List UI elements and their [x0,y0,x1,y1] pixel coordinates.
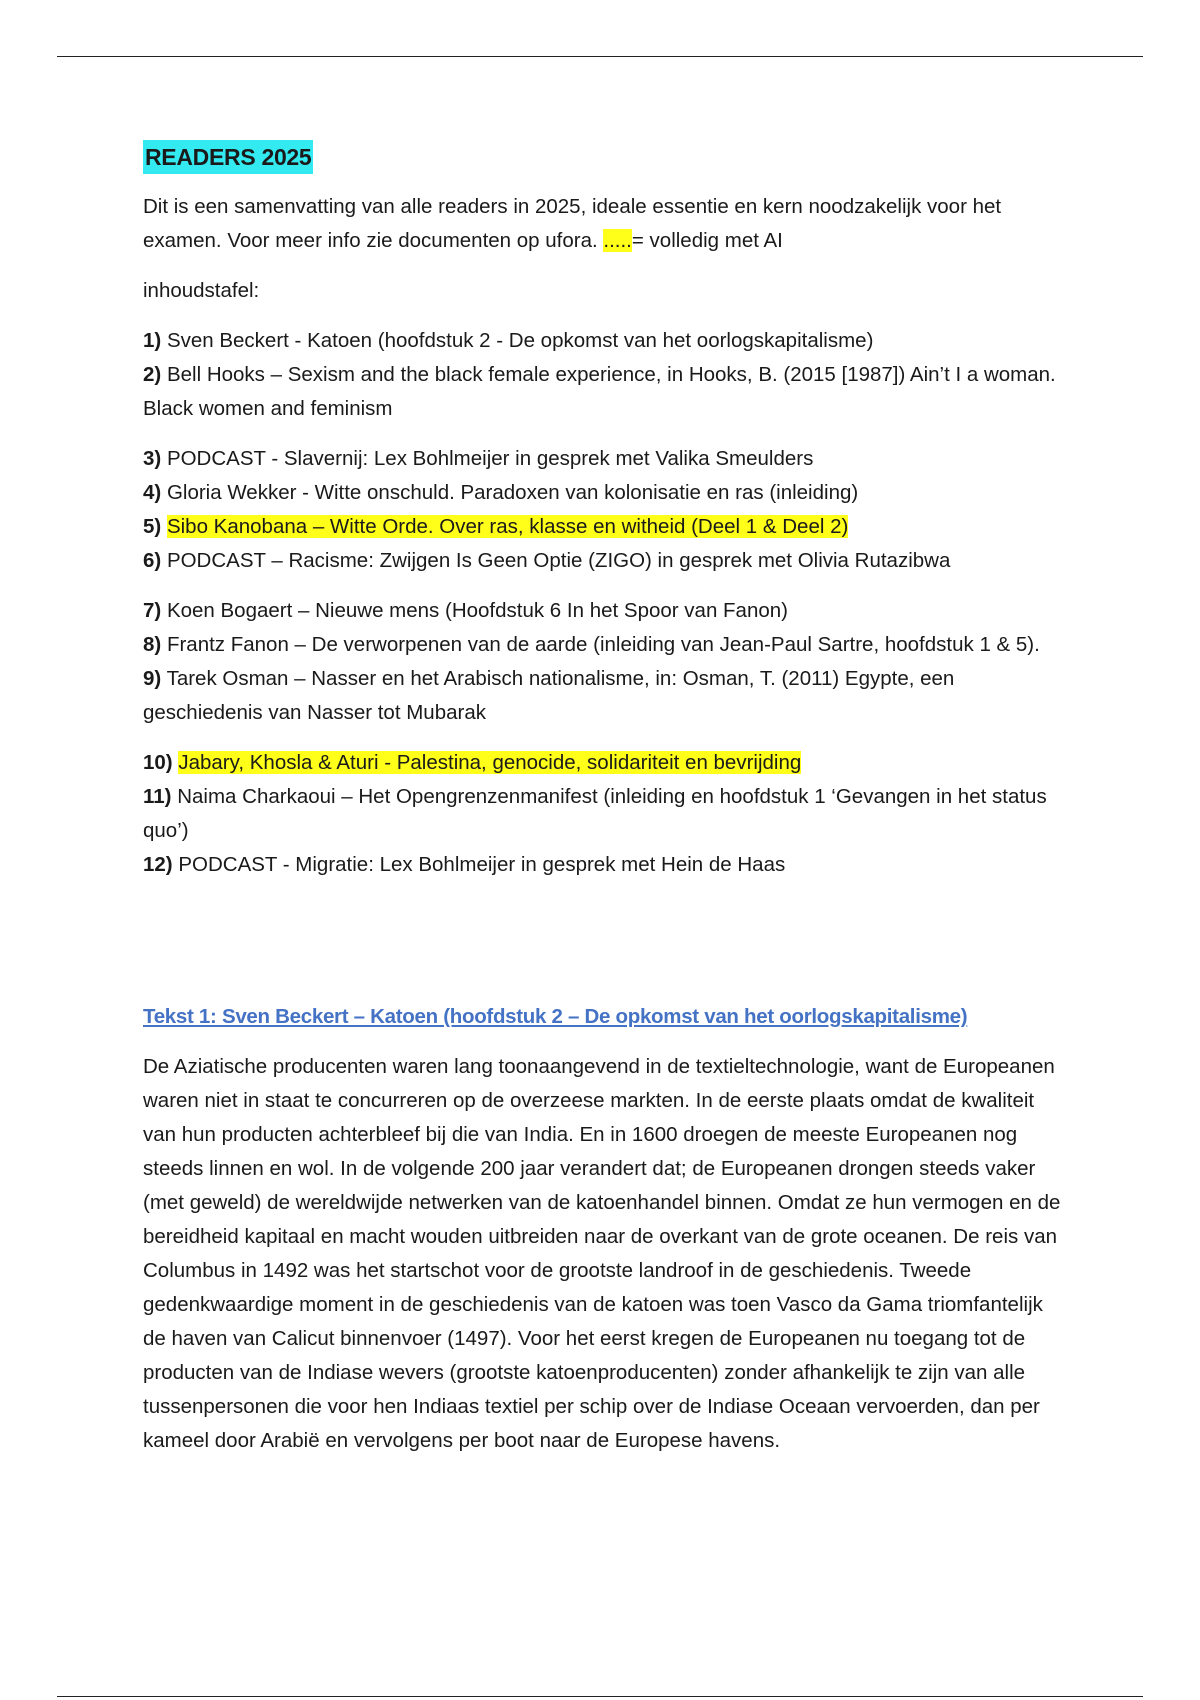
toc-item-3 [143,442,1063,476]
document-body [143,140,1063,1458]
toc-group [143,442,1063,578]
toc-number: 8) [143,633,162,656]
toc-item-8 [143,628,1063,662]
ai-marker-highlight: ..... [603,229,632,252]
toc-number: 4) [143,481,162,504]
toc-text: PODCAST - Slavernij: Lex Bohlmeijer in gesprek met Valika Smeulders [166,447,814,470]
toc-label: inhoudstafel: [143,279,260,302]
toc-item-4 [143,476,1063,510]
toc-item-9 [143,662,1063,730]
toc-number: 9) [143,667,162,690]
toc-text: PODCAST - Migratie: Lex Bohlmeijer in gesprek met Hein de Haas [178,853,786,876]
section-1-heading: Tekst 1: Sven Beckert – Katoen (hoofdstuk 2 – De opkomst van het oorlogskapitalisme) [143,1005,968,1028]
toc-item-1 [143,324,1063,358]
toc-text: Bell Hooks – Sexism and the black female experience, in Hooks, B. (2015 [1987]) Ain’t I a woman. Black women and feminism [143,363,1056,420]
toc-item-7 [143,594,1063,628]
toc-number: 2) [143,363,162,386]
toc-item-12 [143,848,1063,882]
toc-text-highlighted: Sibo Kanobana – Witte Orde. Over ras, klasse en witheid (Deel 1 & Deel 2) [166,515,849,538]
toc-item-5 [143,510,1063,544]
intro-paragraph [143,190,1063,258]
document-title: READERS 2025 [143,140,313,174]
toc-number: 6) [143,549,162,572]
toc-number: 3) [143,447,162,470]
toc-text: PODCAST – Racisme: Zwijgen Is Geen Optie (ZIGO) in gesprek met Olivia Rutazibwa [166,549,951,572]
toc-item-11 [143,780,1063,848]
page-bottom-rule [57,1696,1143,1697]
page-top-rule [57,56,1143,57]
toc-text: Frantz Fanon – De verworpenen van de aarde (inleiding van Jean-Paul Sartre, hoofdstuk 1 & 5). [166,633,1040,656]
intro-text-after: = volledig met AI [631,229,783,252]
intro-text: Dit is een samenvatting van alle readers in 2025, ideale essentie en kern noodzakelijk voor het examen. Voor meer info zie documenten op ufora. [143,195,1002,252]
toc-number: 7) [143,599,162,622]
toc-number: 11) [143,785,172,808]
toc-text-highlighted: Jabary, Khosla & Aturi - Palestina, genocide, solidariteit en bevrijding [178,751,802,774]
toc-item-10 [143,746,1063,780]
toc-number: 5) [143,515,162,538]
toc-group [143,746,1063,882]
toc-text: Sven Beckert - Katoen (hoofdstuk 2 - De opkomst van het oorlogskapitalisme) [166,329,874,352]
toc-group [143,324,1063,426]
section-1-body: De Aziatische producenten waren lang toonaangevend in de textieltechnologie, want de Europeanen waren niet in staat te concurreren op de overzeese markten. In de eerste plaats omdat de kwaliteit van hun producten achterbleef bij die van India. En in 1600 droegen de meeste Europeanen nog steeds linnen en wol. In de volgende 200 jaar verandert dat; de Europeanen drongen steeds vaker (met geweld) de wereldwijde netwerken van de katoenhandel binnen. Omdat ze hun vermogen en de bereidheid kapitaal en macht wouden uitbreiden naar de overkant van de grote oceanen. De reis van Columbus in 1492 was het startschot voor de grootste landroof in de geschiedenis. Tweede gedenkwaardige moment in de geschiedenis van de katoen was toen Vasco da Gama triomfantelijk de haven van Calicut binnenvoer (1497). Voor het eerst kregen de Europeanen nu toegang tot de producten van de Indiase wevers (grootste katoenproducenten) zonder afhankelijk te zijn van alle tussenpersonen die voor hen Indiaas textiel per schip over de Indiase Oceaan vervoerden, dan per kameel door Arabië en vervolgens per boot naar de Europese havens. [143,1055,1061,1452]
toc-group [143,594,1063,730]
toc-item-6 [143,544,1063,578]
toc-text: Gloria Wekker - Witte onschuld. Paradoxen van kolonisatie en ras (inleiding) [166,481,859,504]
table-of-contents [143,324,1063,882]
toc-item-2 [143,358,1063,426]
toc-text: Naima Charkaoui – Het Opengrenzenmanifest (inleiding en hoofdstuk 1 ‘Gevangen in het status quo’) [143,785,1047,842]
toc-number: 1) [143,329,162,352]
toc-text: Koen Bogaert – Nieuwe mens (Hoofdstuk 6 In het Spoor van Fanon) [166,599,788,622]
toc-number: 12) [143,853,173,876]
toc-number: 10) [143,751,173,774]
toc-text: Tarek Osman – Nasser en het Arabisch nationalisme, in: Osman, T. (2011) Egypte, een geschiedenis van Nasser tot Mubarak [143,667,955,724]
